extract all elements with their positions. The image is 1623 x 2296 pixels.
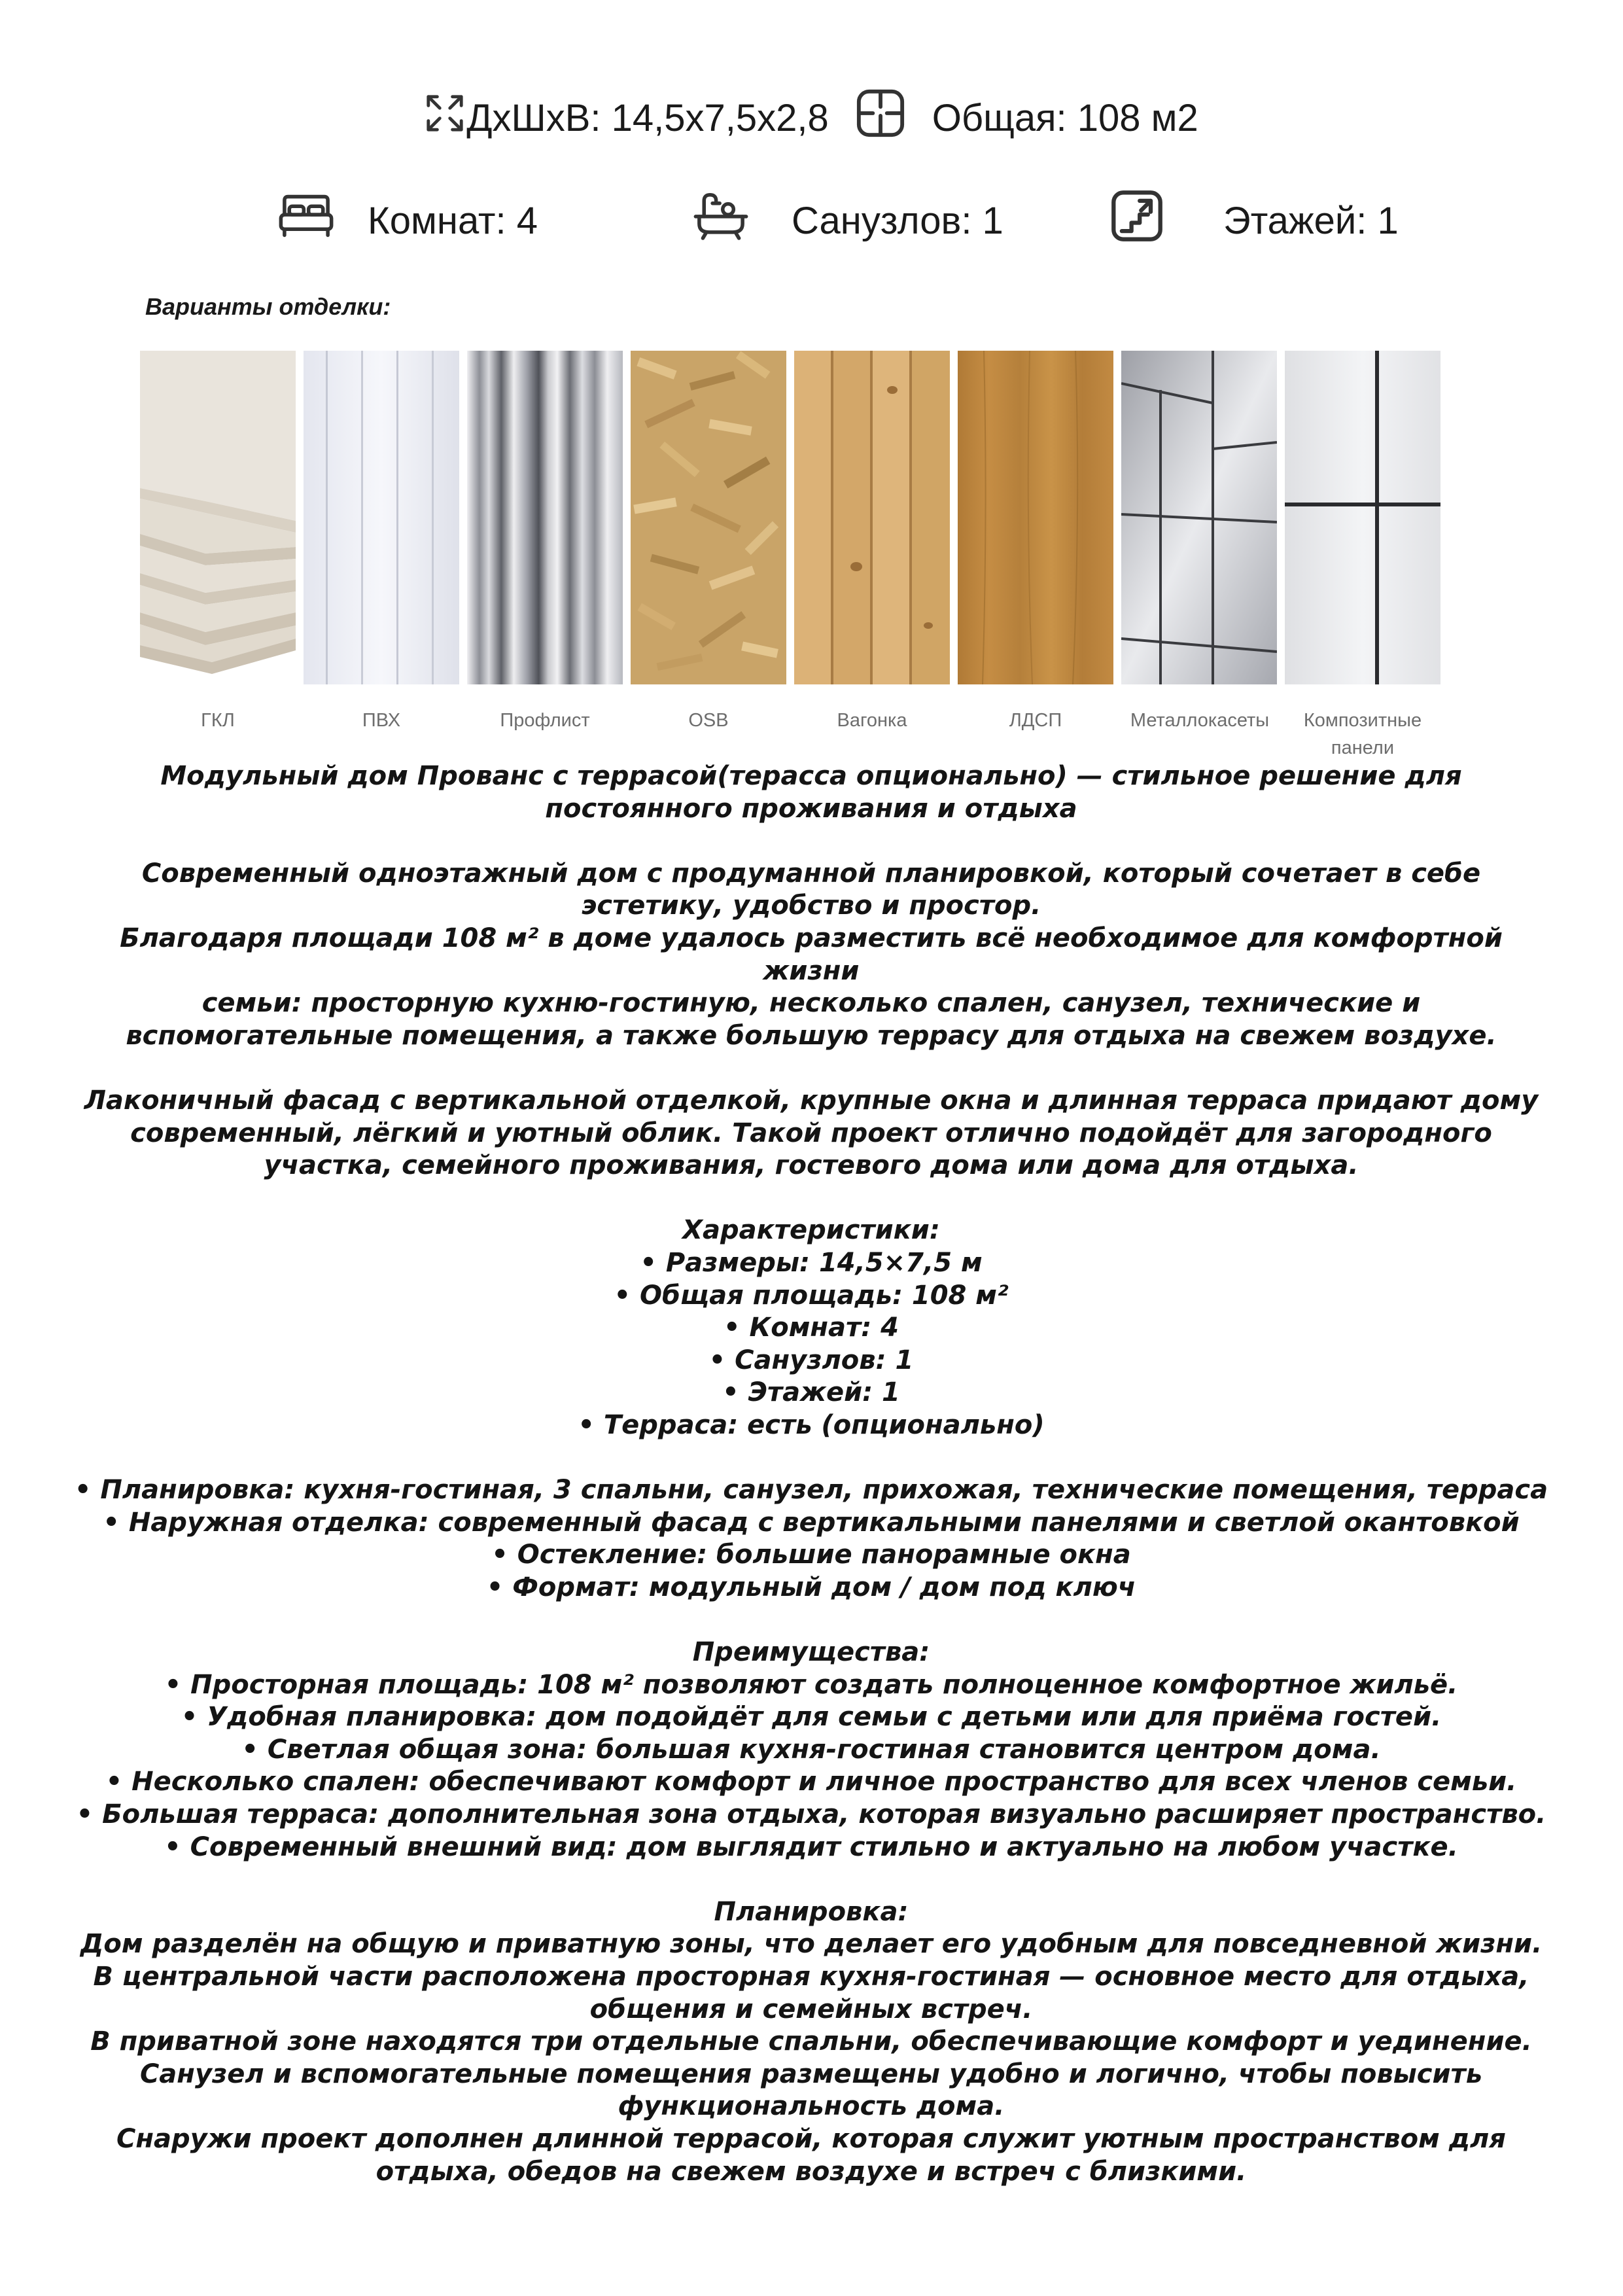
- finish-label-metallokasety: Металлокасеты: [1130, 710, 1270, 731]
- bathrooms-text: Санузлов: 1: [792, 199, 1003, 242]
- swatch-osb: [631, 351, 786, 684]
- total-area-stat: [855, 88, 1198, 148]
- spec-item: • Санузлов: 1: [708, 1345, 914, 1375]
- bathtub-icon: [691, 186, 792, 255]
- advantage-item: • Большая терраса: дополнительная зона отдыха, которая визуально расширяет пространство.: [76, 1799, 1546, 1829]
- stairs-icon: [1109, 188, 1223, 253]
- intro-line: Благодаря площади 108 м² в доме удалось разместить всё необходимое для комфортной жизни: [120, 923, 1503, 986]
- advantage-item: • Несколько спален: обеспечивают комфорт и личное пространство для всех членов семьи.: [105, 1767, 1517, 1797]
- finish-labels: [140, 707, 1448, 766]
- paragraph-gap: [72, 1604, 1550, 1636]
- floors-stat: [1109, 188, 1399, 253]
- finish-label-proflist: Профлист: [500, 710, 590, 731]
- headline-line: Модульный дом Прованс с террасой(терасса опционально) — стильное решение для: [160, 761, 1462, 791]
- swatch-metallokasety: [1121, 351, 1277, 684]
- dimensions-stat: [425, 93, 829, 143]
- bed-icon: [276, 186, 368, 255]
- layout-line: общения и семейных встреч.: [589, 1994, 1033, 2024]
- finish-label-osb: OSB: [688, 710, 729, 731]
- facade-line: современный, лёгкий и уютный облик. Такой проект отлично подойдёт для загородного: [130, 1118, 1492, 1148]
- swatch-gkl: [140, 351, 296, 684]
- paragraph-gap: [72, 825, 1550, 858]
- bathrooms-stat: [691, 186, 1003, 255]
- detail-item: • Остекление: большие панорамные окна: [491, 1540, 1131, 1570]
- advantage-item: • Удобная планировка: дом подойдёт для семьи с детьми или для приёма гостей.: [181, 1702, 1442, 1733]
- expand-arrows-icon: [425, 93, 466, 143]
- intro-line: вспомогательные помещения, а также большую террасу для отдыха на свежем воздухе.: [126, 1020, 1497, 1051]
- description-body: [72, 760, 1550, 2188]
- floors-text: Этажей: 1: [1223, 199, 1399, 242]
- swatch-pvh: [304, 351, 459, 684]
- layout-line: отдыха, обедов на свежем воздухе и встреч с близкими.: [375, 2156, 1247, 2187]
- layout-line: В центральной части расположена просторная кухня-гостиная — основное место для отдыха,: [93, 1961, 1529, 1992]
- specs-title: Характеристики:: [682, 1215, 940, 1246]
- paragraph-gap: [72, 1182, 1550, 1215]
- detail-item: • Планировка: кухня-гостиная, 3 спальни, санузел, прихожая, технические помещения, терраса: [74, 1475, 1548, 1506]
- detail-item: • Формат: модульный дом / дом под ключ: [486, 1572, 1136, 1602]
- stats-row-1: [0, 85, 1623, 150]
- rooms-text: Комнат: 4: [368, 199, 538, 242]
- swatch-kompozitnye: [1285, 351, 1440, 684]
- advantages-title: Преимущества:: [692, 1637, 930, 1668]
- layout-line: В приватной зоне находятся три отдельные спальни, обеспечивающие комфорт и уединение.: [90, 2026, 1532, 2057]
- intro-line: семьи: просторную кухню-гостиную, несколько спален, санузел, технические и: [201, 988, 1421, 1019]
- paragraph-gap: [72, 1863, 1550, 1896]
- spec-item: • Размеры: 14,5×7,5 м: [640, 1247, 983, 1278]
- total-area-text: Общая: 108 м2: [932, 96, 1198, 139]
- spec-item: • Комнат: 4: [724, 1313, 899, 1343]
- rooms-stat: [276, 186, 538, 255]
- paragraph-gap: [72, 1441, 1550, 1474]
- finish-label-kompozitnye: Композитные панели: [1303, 710, 1422, 758]
- layout-line: Дом разделён на общую и приватную зоны, что делает его удобным для повседневной жизни.: [80, 1929, 1543, 1960]
- layout-title: Планировка:: [714, 1896, 909, 1927]
- finish-label-gkl: ГКЛ: [201, 710, 235, 731]
- facade-line: участка, семейного проживания, гостевого дома или дома для отдыха.: [264, 1150, 1359, 1181]
- intro-line: эстетику, удобство и простор.: [581, 891, 1041, 921]
- layout-line: Санузел и вспомогательные помещения размещены удобно и логично, чтобы повысить: [139, 2058, 1483, 2089]
- stats-row-2: [0, 185, 1623, 256]
- swatch-ldsp: [958, 351, 1113, 684]
- detail-item: • Наружная отделка: современный фасад с вертикальными панелями и светлой окантовкой: [103, 1507, 1520, 1538]
- spec-item: • Терраса: есть (опционально): [578, 1409, 1045, 1440]
- swatch-vagonka: [794, 351, 950, 684]
- spec-item: • Общая площадь: 108 м²: [614, 1280, 1009, 1311]
- headline-line: постоянного проживания и отдыха: [545, 793, 1077, 824]
- paragraph-gap: [72, 1052, 1550, 1085]
- finish-label-pvh: ПВХ: [362, 710, 401, 731]
- advantage-item: • Современный внешний вид: дом выглядит стильно и актуально на любом участке.: [164, 1831, 1458, 1862]
- finish-label-vagonka: Вагонка: [837, 710, 907, 731]
- finish-swatches: [140, 351, 1448, 684]
- swatch-proflist: [467, 351, 623, 684]
- finish-label-ldsp: ЛДСП: [1009, 710, 1062, 731]
- finish-options-title: Варианты отделки:: [145, 293, 391, 320]
- advantage-item: • Светлая общая зона: большая кухня-гостиная становится центром дома.: [241, 1734, 1381, 1765]
- layout-line: Снаружи проект дополнен длинной террасой, которая служит уютным пространством для: [116, 2123, 1506, 2154]
- advantage-item: • Просторная площадь: 108 м² позволяют создать полноценное комфортное жильё.: [164, 1669, 1458, 1700]
- layout-line: функциональность дома.: [618, 2091, 1005, 2122]
- facade-line: Лаконичный фасад с вертикальной отделкой, крупные окна и длинная терраса придают дому: [84, 1085, 1539, 1116]
- intro-line: Современный одноэтажный дом с продуманной планировкой, который сочетает в себе: [141, 858, 1481, 889]
- spec-item: • Этажей: 1: [722, 1377, 900, 1408]
- dimensions-text: ДхШхВ: 14,5х7,5х2,8: [466, 96, 829, 139]
- floorplan-icon: [855, 88, 932, 148]
